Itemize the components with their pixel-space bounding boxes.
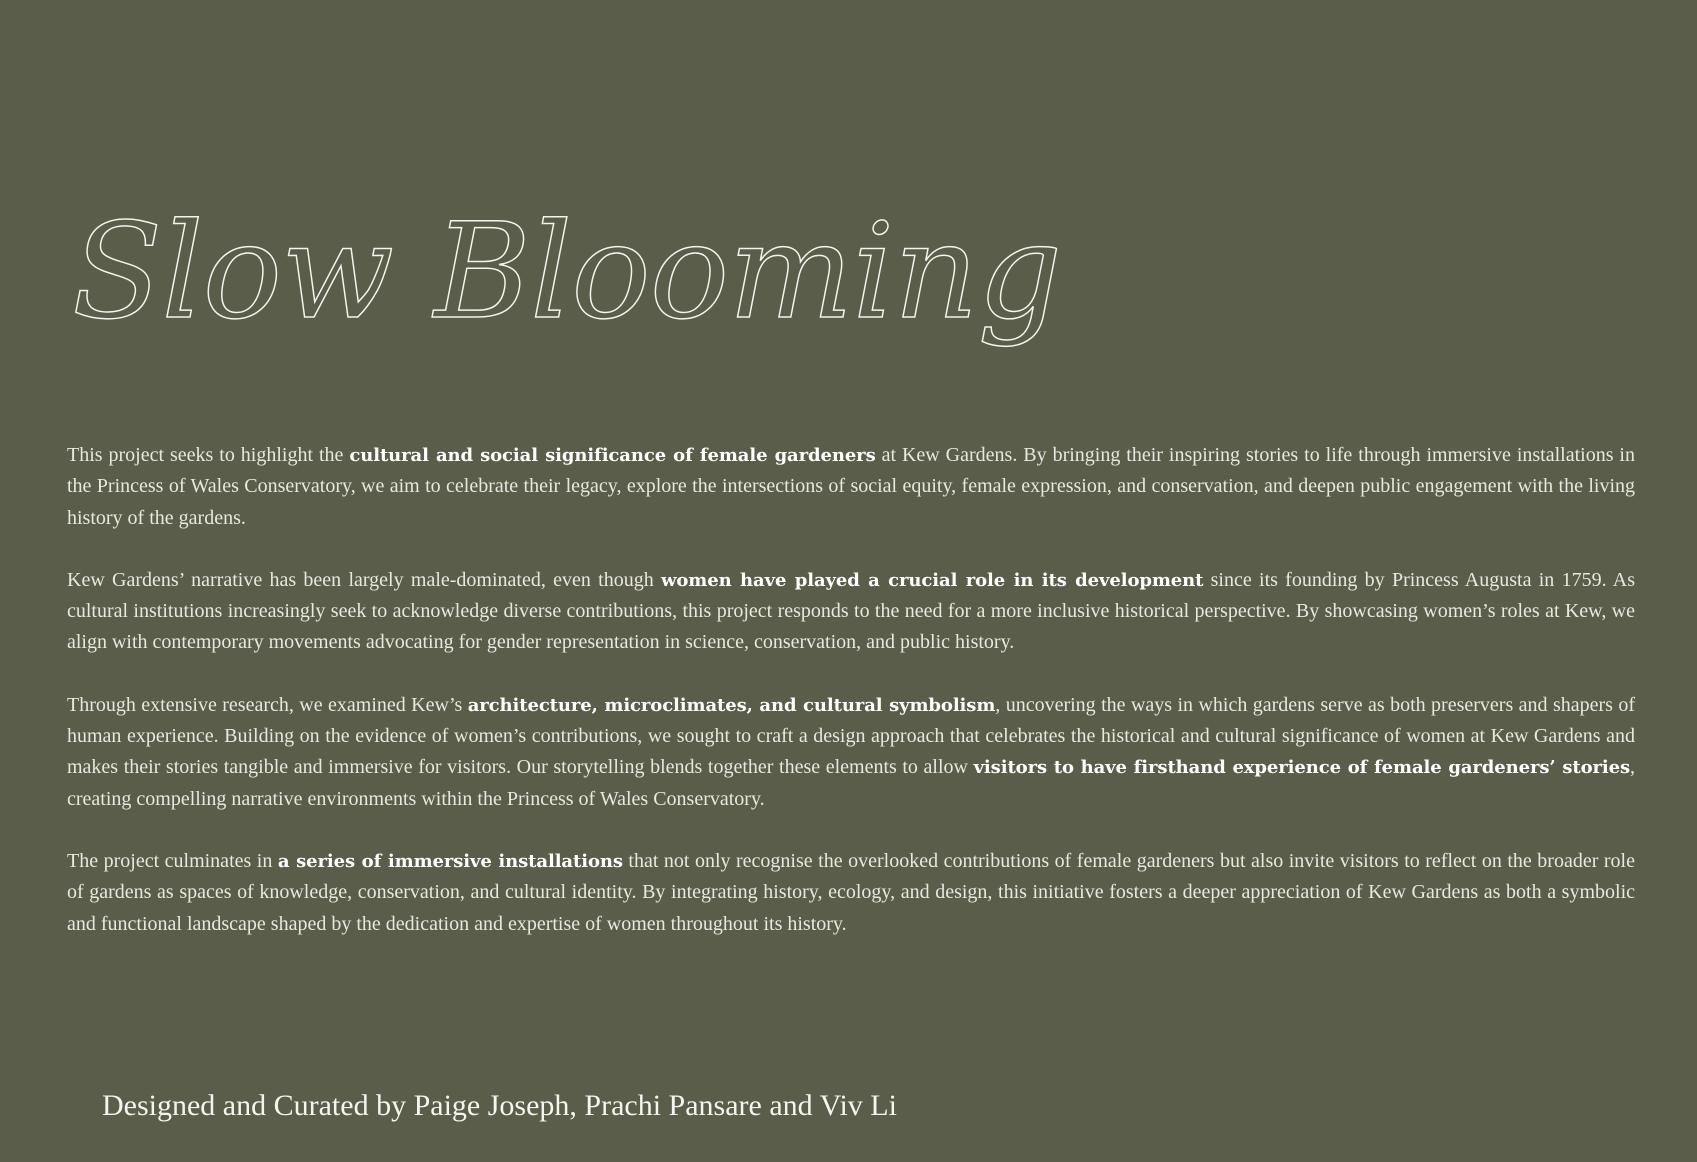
highlighted-phrase: a series of immersive installations [277, 850, 623, 872]
highlighted-phrase: architecture, microclimates, and cultural symbolism [467, 694, 996, 716]
description-paragraph-intro [67, 440, 1635, 534]
text-segment: , uncovering the ways in which gardens serve as both preservers and shapers of human experience. Building on the evidence of women’s contributions, we sought to craft a design approach that celebrates the historical and cultural significance of women at Kew Gardens and makes their stories tangible and immersive for visitors. Our storytelling blends together these elements to allow [67, 693, 1636, 779]
highlighted-phrase: visitors to have firsthand experience of female gardeners’ stories [973, 757, 1630, 779]
text-segment: , creating compelling narrative environments within the Princess of Wales Conservatory. [67, 756, 1635, 810]
text-segment: Kew Gardens’ narrative has been largely male-dominated, even though [67, 568, 661, 591]
highlighted-phrase: women have played a crucial role in its development [661, 569, 1204, 591]
description-paragraph-research [67, 690, 1635, 815]
text-segment: Through extensive research, we examined Kew’s [67, 693, 468, 716]
text-segment: This project seeks to highlight the [67, 444, 350, 466]
designer-credit: Designed and Curated by Paige Joseph, Prachi Pansare and Viv Li [102, 1089, 897, 1122]
text-segment: The project culminates in [67, 849, 278, 872]
page-title: Slow Blooming [72, 195, 1062, 349]
text-segment: that not only recognise the overlooked contributions of female gardeners but also invite visitors to reflect on the broader role of gardens as spaces of knowledge, conservation, and cultural identity. By integrating history, ecology, and design, this initiative fosters a deeper appreciation of Kew Gardens as both a symbolic and functional landscape shaped by the dedication and expertise of women throughout its history. [67, 849, 1635, 935]
description-paragraph-outcome [67, 846, 1635, 940]
text-segment: at Kew Gardens. By bringing their inspiring stories to life through immersive installations in the Princess of Wales Conservatory, we aim to celebrate their legacy, explore the intersections of social equity, female expression, and conservation, and deepen public engagement with the living history of the gardens. [67, 444, 1635, 529]
description-paragraph-context [67, 565, 1635, 659]
project-description [67, 440, 1635, 971]
text-segment: since its founding by Princess Augusta in 1759. As cultural institutions increasingly seek to acknowledge diverse contributions, this project responds to the need for a more inclusive historical perspective. By showcasing women’s roles at Kew, we align with contemporary movements advocating for gender representation in science, conservation, and public history. [67, 568, 1635, 654]
highlighted-phrase: cultural and social significance of female gardeners [349, 445, 876, 466]
